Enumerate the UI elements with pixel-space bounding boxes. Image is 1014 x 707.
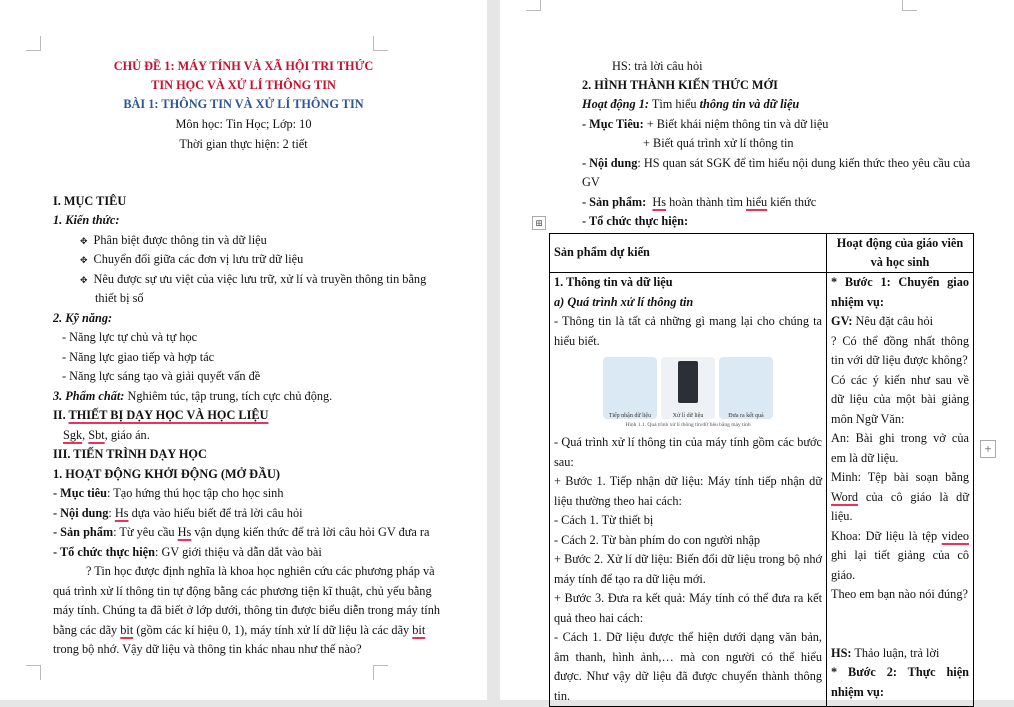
- goal-line: + Biết quá trình xử lí thông tin: [643, 136, 794, 150]
- goal-line: - Mục tiêu: Tạo hứng thú học tập cho học sinh: [53, 486, 284, 500]
- organization-line: - Tổ chức thực hiện: GV giới thiệu và dẫn dắt vào bài: [53, 545, 322, 559]
- product-line: - Sản phẩm: Hs hoàn thành tìm hiểu kiến thức: [582, 195, 817, 209]
- list-item-cont: thiết bị số: [95, 291, 144, 305]
- table-cell-product: 1. Thông tin và dữ liệu a) Quá trình xử lí thông tin - Thông tin là tất cả những gì mang lại cho chúng ta hiểu biết. Tiếp nhận dữ liệu Xử lí dữ liệu Đưa ra kết quả Quá trình xử liệu bằng - Quá trình xử lí thông tin của máy tính gồm các bước sau: + Bước 1. Tiếp nhận dữ liệu: Máy tính tiếp nhận dữ liệu thường theo hai cách: - Cách 1. Từ thiết bị - Cách 2. Từ bàn phím do con người nhập + Bước 2. Xử lí dữ liệu: Biến đổi dữ liệu trong bộ nhớ máy tính để tạo ra dữ liệu mới. + Bước 3. Đưa ra kết quả: Máy tính có thể đưa ra kết quả theo hai cách: - Cách 1. Dữ liệu được thể hiện dưới dạng văn bản, âm thanh, hình ảnh,… mà con người có thể hiểu được. Như vậy dữ liệu đã được chuyển thành thông tin.: [550, 273, 827, 707]
- margin-mark: [26, 665, 41, 680]
- figure-output: Đưa ra kết quả: [719, 357, 773, 419]
- activity-heading: 2. HÌNH THÀNH KIẾN THỨC MỚI: [582, 78, 778, 92]
- column-header: Sản phẩm dự kiến: [550, 234, 827, 273]
- quality-line: 3. Phẩm chất: Nghiêm túc, tập trung, tích cực chủ động.: [53, 389, 333, 403]
- margin-mark: [373, 36, 388, 51]
- margin-mark: [902, 0, 917, 11]
- document-page-2: [500, 0, 1014, 703]
- list-item: - Năng lực giao tiếp và hợp tác: [62, 350, 215, 364]
- list-item: - Năng lực tự chủ và tự học: [62, 330, 198, 344]
- activity-line: Hoạt động 1: Tìm hiểu thông tin và dữ liệu: [582, 97, 800, 111]
- subject-line: Môn học: Tin Học; Lớp: 10: [175, 117, 312, 131]
- content-line: - Nội dung: Hs dựa vào hiểu biết để trả lời câu hỏi: [53, 506, 303, 520]
- table-cell-activity: * Bước 1: Chuyển giao nhiệm vụ: GV: Nêu đặt câu hỏi ? Có thể đồng nhất thông tin với dữ liệu được không? Có các ý kiến như sau về dữ liệu của một bài giảng môn Ngữ Văn: An: Bài ghi trong vở của em là dữ liệu. Minh: Tệp bài soạn bằng Word của cô giáo là dữ liệu. Khoa: Dữ liệu là tệp video ghi lại tiết giảng của cô giáo. Theo em bạn nào nói đúng? HS: Thảo luận, trả lời * Bước 2: Thực hiện nhiệm vụ:: [827, 273, 974, 707]
- activity-heading: 1. HOẠT ĐỘNG KHỞI ĐỘNG (MỞ ĐẦU): [53, 467, 280, 481]
- subheading: 2. Kỹ năng:: [53, 311, 113, 325]
- duration-line: Thời gian thực hiện: 2 tiết: [179, 137, 308, 151]
- section-heading: I. MỤC TIÊU: [53, 194, 127, 208]
- section-heading: II. THIẾT BỊ DẠY HỌC VÀ HỌC LIỆU: [53, 408, 269, 422]
- content-line: - Nội dung: HS quan sát SGK để tìm hiểu nội dung kiến thức theo yêu cầu của: [582, 156, 971, 170]
- content-line-cont: GV: [582, 175, 600, 189]
- table-move-handle[interactable]: ⊞: [532, 216, 546, 230]
- figure-processing: Xử lí dữ liệu: [661, 357, 715, 419]
- process-figure: [603, 357, 773, 419]
- hs-answer: HS: trả lời câu hỏi: [612, 59, 703, 73]
- subheading: 1. Kiến thức:: [53, 213, 120, 227]
- topic-subtitle: TIN HỌC VÀ XỬ LÍ THÔNG TIN: [151, 78, 336, 92]
- figure-input: Tiếp nhận dữ liệu: [603, 357, 657, 419]
- lesson-title: BÀI 1: THÔNG TIN VÀ XỬ LÍ THÔNG TIN: [123, 97, 364, 111]
- product-line: - Sản phẩm: Từ yêu cầu Hs vận dụng kiến thức để trả lời câu hỏi GV đưa ra: [53, 525, 430, 539]
- section-heading: III. TIẾN TRÌNH DẠY HỌC: [53, 447, 207, 461]
- materials-line: Sgk, Sbt, giáo án.: [63, 428, 150, 442]
- paragraph-line: bằng các dãy bit (gồm các kí hiệu 0, 1), máy tính xử lí dữ liệu là các dãy bit: [53, 623, 426, 637]
- margin-mark: [526, 0, 541, 11]
- list-item: ✥ Phân biệt được thông tin và dữ liệu: [80, 233, 267, 247]
- add-column-button[interactable]: +: [980, 440, 996, 458]
- document-page-1: [0, 0, 487, 700]
- margin-mark: [26, 36, 41, 51]
- margin-mark: [373, 665, 388, 680]
- figure-caption: Quá trình xử liệu bằng: [647, 422, 730, 428]
- goal-line: - Mục Tiêu: + Biết khái niệm thông tin và dữ liệu: [582, 117, 829, 131]
- paragraph-line: ? Tin học được định nghĩa là khoa học nghiên cứu các phương pháp và: [86, 564, 435, 578]
- topic-title: CHỦ ĐỀ 1: MÁY TÍNH VÀ XÃ HỘI TRI THỨC: [113, 59, 374, 73]
- list-item: ✥ Nêu được sự ưu việt của việc lưu trữ, xử lí và truyền thông tin bằng: [80, 272, 427, 286]
- paragraph-line: trong bộ nhớ. Vậy dữ liệu và thông tin khác nhau như thế nào?: [53, 642, 362, 656]
- paragraph-line: máy tính. Chúng ta đã biết ở lớp dưới, thông tin được biểu diễn trong máy tính: [53, 603, 441, 617]
- organization-line: - Tổ chức thực hiện:: [582, 214, 689, 228]
- list-item: - Năng lực sáng tạo và giải quyết vấn đề: [62, 369, 261, 383]
- list-item: ✥ Chuyển đổi giữa các đơn vị lưu trữ dữ liệu: [80, 252, 304, 266]
- activity-table: [549, 233, 974, 707]
- column-header: Hoạt động của giáo viên và học sinh: [827, 234, 974, 273]
- paragraph-line: quá trình xử lí thông tin tự động bằng các phương tiện kĩ thuật, chủ yếu bằng: [53, 584, 432, 598]
